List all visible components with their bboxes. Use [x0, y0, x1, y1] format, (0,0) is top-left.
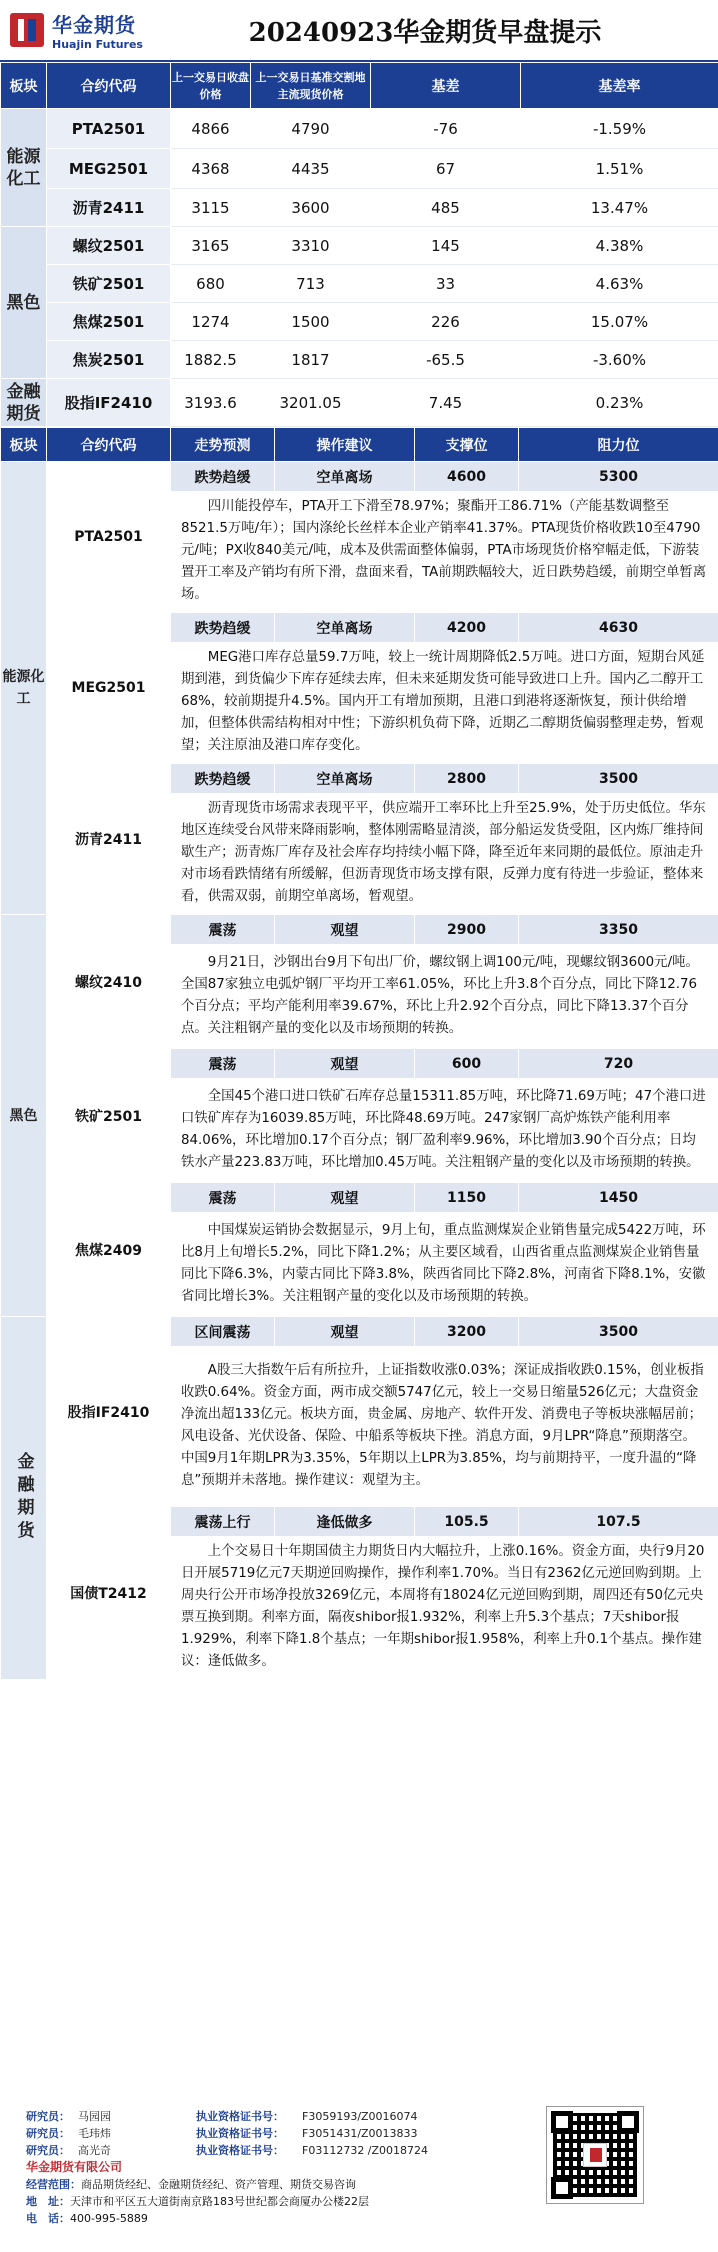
spot-price: 1500 — [251, 303, 371, 341]
cert-number: F3051431/Z0013833 — [302, 2127, 418, 2140]
cert-label: 执业资格证书号： — [196, 2110, 284, 2123]
analysis-text: 四川能投停车，PTA开工下滑至78.97%；聚酯开工86.71%（产能基数调整至8521.5万吨/年）；国内涤纶长丝样本企业产销率41.37%。PTA现货价格收跌10至4790元/吨；PX收840美元/吨，成本及供需面整体偏弱，PTA市场现货价格窄幅走低，下游装置开工率及产销均有所下滑，盘面来看，TA前期跌幅较大，近日跌势趋缓，前期空单暂离场。 — [171, 492, 718, 613]
support-level: 4600 — [415, 462, 519, 492]
basis-row — [1, 109, 718, 149]
company-logo — [0, 0, 172, 61]
trend-forecast: 震荡 — [171, 1183, 275, 1213]
contract-code: 股指IF2410 — [47, 1317, 171, 1507]
logo-name-en: Huajin Futures — [52, 38, 143, 51]
strategy-summary-row — [1, 915, 718, 945]
col-code: 合约代码 — [47, 63, 171, 109]
basis-rate: -3.60% — [521, 341, 718, 379]
col-basis: 基差 — [371, 63, 521, 109]
resistance-level: 3500 — [519, 1317, 718, 1347]
basis-row — [1, 189, 718, 227]
analysis-text: 上个交易日十年期国债主力期货日内大幅拉升，上涨0.16%。资金方面，央行9月20日开展5719亿元7天期逆回购操作，操作利率1.70%。当日有2362亿元逆回购到期。上周央行公开市场净投放3269亿元，本周将有18024亿元逆回购到期，周四还有50亿元央票互换到期。利率方面，隔夜shibor报1.932%，利率上升5.3个基点；7天shibor报1.929%，利率下降1.8个基点；一年期shibor报1.958%，利率上升0.1个基点。操作建议：逢低做多。 — [171, 1537, 718, 1680]
researcher-label: 研究员： — [26, 2127, 70, 2140]
analysis-text: MEG港口库存总量59.7万吨，较上一统计周期降低2.5万吨。进口方面，短期台风延期到港，到货偏少下库存延续去库，但未来延期发货可能导致进口上升。国内乙二醇开工68%，较前期提升4.5%。国内开工有增加预期，且港口到港将逐渐恢复，预计供给增加，但整体供需结构相对中性；下游织机负荷下降，近期乙二醇期货偏弱整理走势，暂观望；关注原油及港口库存变化。 — [171, 643, 718, 764]
sector-label: 金融期货 — [1, 379, 47, 427]
col-sector: 板块 — [1, 63, 47, 109]
contract-code: 股指IF2410 — [47, 379, 171, 427]
basis-rate: -1.59% — [521, 109, 718, 149]
contract-code: 国债T2412 — [47, 1507, 171, 1680]
close-price: 680 — [171, 265, 251, 303]
qr-code — [546, 2106, 644, 2204]
basis-row — [1, 341, 718, 379]
researcher-row — [26, 2142, 428, 2159]
col-trend: 走势预测 — [171, 428, 275, 462]
cert-number: F3059193/Z0016074 — [302, 2110, 418, 2123]
strategy-summary-row — [1, 1317, 718, 1347]
cert-label: 执业资格证书号： — [196, 2127, 284, 2140]
spot-price: 1817 — [251, 341, 371, 379]
contract-code: 铁矿2501 — [47, 1049, 171, 1183]
spot-price: 3600 — [251, 189, 371, 227]
col-sector: 板块 — [1, 428, 47, 462]
strategy-summary-row — [1, 764, 718, 794]
resistance-level: 5300 — [519, 462, 718, 492]
strategy-summary-row — [1, 462, 718, 492]
close-price: 1274 — [171, 303, 251, 341]
cert-number: F03112732 /Z0018724 — [302, 2144, 429, 2157]
page-title: 20240923华金期货早盘提示 — [248, 17, 602, 48]
col-code: 合约代码 — [47, 428, 171, 462]
basis-value: 485 — [371, 189, 521, 227]
researcher-name: 毛玮炜 — [78, 2127, 111, 2140]
basis-rate: 4.38% — [521, 227, 718, 265]
trade-advice: 观望 — [275, 1317, 415, 1347]
strategy-summary-row — [1, 1049, 718, 1079]
company-name: 华金期货有限公司 — [26, 2160, 123, 2174]
basis-value: 33 — [371, 265, 521, 303]
basis-value: 226 — [371, 303, 521, 341]
col-support: 支撑位 — [415, 428, 519, 462]
close-price: 3193.6 — [171, 379, 251, 427]
resistance-level: 3350 — [519, 915, 718, 945]
contract-code: 焦炭2501 — [47, 341, 171, 379]
spot-price: 3201.05 — [251, 379, 371, 427]
trend-forecast: 跌势趋缓 — [171, 764, 275, 794]
researcher-row — [26, 2125, 428, 2142]
support-level: 4200 — [415, 613, 519, 643]
address-label: 地 址： — [26, 2195, 70, 2208]
researcher-name: 高光奇 — [78, 2144, 111, 2157]
spot-price: 4790 — [251, 109, 371, 149]
basis-rate: 1.51% — [521, 149, 718, 189]
spot-price: 713 — [251, 265, 371, 303]
basis-table — [0, 62, 718, 427]
trend-forecast: 震荡上行 — [171, 1507, 275, 1537]
analysis-text: 9月21日，沙钢出台9月下旬出厂价，螺纹钢上调100元/吨，现螺纹钢3600元/吨。全国87家独立电弧炉钢厂平均开工率61.05%，环比上升3.8个百分点，同比下降12.76个百分点；平均产能利用率39.67%，环比上升2.92个百分点，同比下降13.37个百分点。关注粗钢产量的变化以及市场预期的转换。 — [171, 945, 718, 1049]
col-spot: 上一交易日基准交割地主流现货价格 — [251, 63, 371, 109]
trade-advice: 逢低做多 — [275, 1507, 415, 1537]
basis-rate: 15.07% — [521, 303, 718, 341]
report-header — [0, 0, 718, 62]
resistance-level: 1450 — [519, 1183, 718, 1213]
resistance-level: 3500 — [519, 764, 718, 794]
sector-label: 能源化工 — [1, 462, 47, 915]
strategy-summary-row — [1, 1183, 718, 1213]
strategy-summary-row — [1, 613, 718, 643]
analysis-text: 全国45个港口进口铁矿石库存总量15311.85万吨，环比降71.69万吨；47个港口进口铁矿库存为16039.85万吨，环比降48.69万吨。247家钢厂高炉炼铁产能利用率84.06%，环比增加0.17个百分点；钢厂盈利率9.96%，环比增加3.90个百分点；日均铁水产量223.83万吨，环比增加0.45万吨。关注粗钢产量的变化以及市场预期的转换。 — [171, 1079, 718, 1183]
col-basis-rate: 基差率 — [521, 63, 718, 109]
trend-forecast: 震荡 — [171, 915, 275, 945]
trade-advice: 空单离场 — [275, 764, 415, 794]
analysis-text: 中国煤炭运销协会数据显示，9月上旬，重点监测煤炭企业销售量完成5422万吨，环比8月上旬增长5.2%，同比下降1.2%；从主要区域看，山西省重点监测煤炭企业销售量同比下降6.3%，内蒙古同比下降3.8%，陕西省同比下降2.8%，河南省下降8.1%，安徽省同比增长3%。关注粗钢产量的变化以及市场预期的转换。 — [171, 1213, 718, 1317]
trend-forecast: 跌势趋缓 — [171, 613, 275, 643]
phone: 400-995-5889 — [70, 2212, 148, 2225]
contract-code: PTA2501 — [47, 462, 171, 613]
trade-advice: 观望 — [275, 1183, 415, 1213]
contract-code: PTA2501 — [47, 109, 171, 149]
researcher-label: 研究员： — [26, 2110, 70, 2123]
basis-rate: 4.63% — [521, 265, 718, 303]
contract-code: MEG2501 — [47, 613, 171, 764]
contract-code: 沥青2411 — [47, 764, 171, 915]
contract-code: 沥青2411 — [47, 189, 171, 227]
analysis-text: A股三大指数午后有所拉升，上证指数收涨0.03%；深证成指收跌0.15%，创业板指收跌0.64%。资金方面，两市成交额5747亿元，较上一交易日缩量526亿元；大盘资金净流出超133亿元。板块方面，贵金属、房地产、软件开发、消费电子等板块涨幅居前；风电设备、光伏设备、保险、中船系等板块下挫。消息方面，9月LPR“降息”预期落空。中国9月1年期LPR为3.35%，5年期以上LPR为3.85%，均与前期持平，一度升温的“降息”预期并未落地。操作建议：观望为主。 — [171, 1347, 718, 1507]
basis-row — [1, 227, 718, 265]
basis-row — [1, 379, 718, 427]
scope-label: 经营范围： — [26, 2178, 81, 2191]
contract-code: 焦煤2501 — [47, 303, 171, 341]
contract-code: MEG2501 — [47, 149, 171, 189]
support-level: 105.5 — [415, 1507, 519, 1537]
trade-advice: 观望 — [275, 915, 415, 945]
researcher-name: 马园园 — [78, 2110, 111, 2123]
spot-price: 4435 — [251, 149, 371, 189]
col-advice: 操作建议 — [275, 428, 415, 462]
phone-label: 电 话： — [26, 2212, 70, 2225]
close-price: 4368 — [171, 149, 251, 189]
trade-advice: 空单离场 — [275, 613, 415, 643]
support-level: 2800 — [415, 764, 519, 794]
basis-rate: 13.47% — [521, 189, 718, 227]
basis-value: 7.45 — [371, 379, 521, 427]
contract-code: 焦煤2409 — [47, 1183, 171, 1317]
basis-row — [1, 265, 718, 303]
analysis-text: 沥青现货市场需求表现平平，供应端开工率环比上升至25.9%，处于历史低位。华东地区连续受台风带来降雨影响，整体刚需略显清淡，部分船运发货受阻，区内炼厂维持间歇生产；沥青炼厂库存及社会库存均持续小幅下降，降至近年来同期的最低位。原油走升对市场看跌情绪有所缓解，但沥青现货市场支撑有限，反弹力度有待进一步验证，整体来看，供需双弱，前期空单离场，暂观望。 — [171, 794, 718, 915]
close-price: 4866 — [171, 109, 251, 149]
contract-code: 螺纹2410 — [47, 915, 171, 1049]
basis-value: -76 — [371, 109, 521, 149]
trend-forecast: 震荡 — [171, 1049, 275, 1079]
support-level: 600 — [415, 1049, 519, 1079]
sector-label: 黑色 — [1, 227, 47, 379]
trend-forecast: 跌势趋缓 — [171, 462, 275, 492]
trade-advice: 观望 — [275, 1049, 415, 1079]
support-level: 1150 — [415, 1183, 519, 1213]
sector-label: 黑色 — [1, 915, 47, 1317]
sector-label: 能源化工 — [1, 109, 47, 227]
col-close: 上一交易日收盘价格 — [171, 63, 251, 109]
resistance-level: 107.5 — [519, 1507, 718, 1537]
basis-row — [1, 303, 718, 341]
researcher-row — [26, 2108, 428, 2125]
sector-label: 金融期货 — [1, 1317, 47, 1680]
close-price: 3165 — [171, 227, 251, 265]
logo-icon — [10, 13, 44, 47]
basis-value: 145 — [371, 227, 521, 265]
close-price: 1882.5 — [171, 341, 251, 379]
spot-price: 3310 — [251, 227, 371, 265]
trade-advice: 空单离场 — [275, 462, 415, 492]
resistance-level: 4630 — [519, 613, 718, 643]
basis-value: 67 — [371, 149, 521, 189]
support-level: 2900 — [415, 915, 519, 945]
close-price: 3115 — [171, 189, 251, 227]
logo-name: 华金期货 — [52, 13, 136, 37]
trend-forecast: 区间震荡 — [171, 1317, 275, 1347]
business-scope: 商品期货经纪、金融期货经纪、资产管理、期货交易咨询 — [81, 2178, 356, 2191]
support-level: 3200 — [415, 1317, 519, 1347]
strategy-summary-row — [1, 1507, 718, 1537]
qr-logo-icon — [583, 2143, 607, 2167]
col-resist: 阻力位 — [519, 428, 718, 462]
contract-code: 螺纹2501 — [47, 227, 171, 265]
cert-label: 执业资格证书号： — [196, 2144, 284, 2157]
basis-row — [1, 149, 718, 189]
address: 天津市和平区五大道街南京路183号世纪都会商厦办公楼22层 — [70, 2195, 369, 2208]
basis-value: -65.5 — [371, 341, 521, 379]
researcher-label: 研究员： — [26, 2144, 70, 2157]
contract-code: 铁矿2501 — [47, 265, 171, 303]
resistance-level: 720 — [519, 1049, 718, 1079]
strategy-table — [0, 427, 718, 1680]
footer — [0, 2102, 718, 2252]
basis-rate: 0.23% — [521, 379, 718, 427]
